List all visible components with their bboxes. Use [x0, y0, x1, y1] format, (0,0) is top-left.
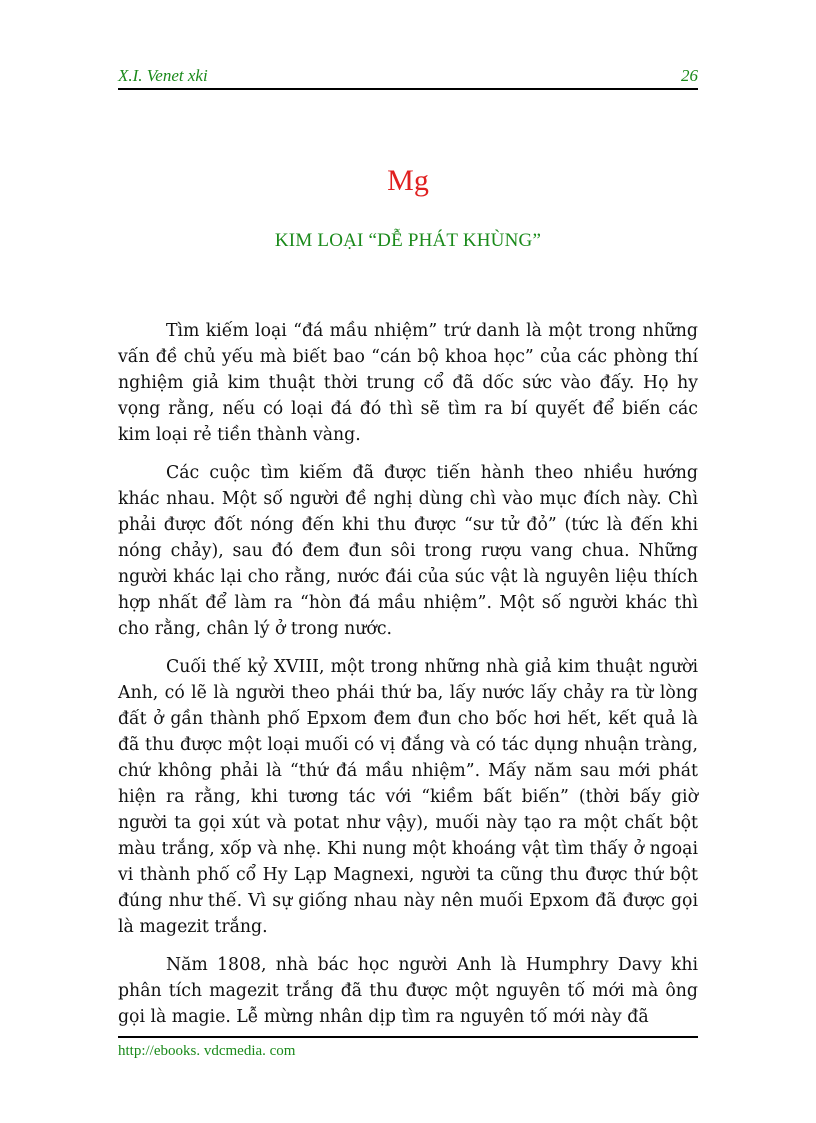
paragraph-4: Năm 1808, nhà bác học người Anh là Humphry Davy khi phân tích magezit trắng đã thu được một nguyên tố mới mà ông gọi là magie. Lễ mừng nhân dịp tìm ra nguyên tố mới này đã	[118, 955, 698, 1027]
running-header	[118, 62, 698, 86]
paragraph-1: Tìm kiếm loại “đá mầu nhiệm” trứ danh là một trong những vấn đề chủ yếu mà biết bao “cán bộ khoa học” của các phòng thí nghiệm giả kim thuật thời trung cổ đã dốc sức vào đấy. Họ hy vọng rằng, nếu có loại đá đó thì sẽ tìm ra bí quyết để biến các kim loại rẻ tiền thành vàng.	[118, 321, 698, 445]
paragraph-2: Các cuộc tìm kiếm đã được tiến hành theo nhiều hướng khác nhau. Một số người đề nghị dùng chì vào mục đích này. Chì phải được đốt nóng đến khi thu được “sư tử đỏ” (tức là đến khi nóng chảy), sau đó đem đun sôi trong rượu vang chua. Những người khác lại cho rằng, nước đái của súc vật là nguyên liệu thích hợp nhất để làm ra “hòn đá mầu nhiệm”. Một số người khác thì cho rằng, chân lý ở trong nước.	[118, 463, 698, 639]
chapter-title: KIM LOẠI “DỄ PHÁT KHÙNG”	[274, 230, 542, 251]
element-symbol: Mg	[387, 164, 429, 197]
footer-rule	[118, 1036, 698, 1038]
header-author: X.I. Venet xki	[118, 66, 208, 85]
header-rule	[118, 88, 698, 90]
body-text	[118, 318, 698, 1042]
header-page-number: 26	[681, 66, 698, 85]
paragraph-3: Cuối thế kỷ XVIII, một trong những nhà giả kim thuật người Anh, có lẽ là người theo phái thứ ba, lấy nước lấy chảy ra từ lòng đất ở gần thành phố Epxom đem đun cho bốc hơi hết, kết quả là đã thu được một loại muối có vị đắng và có tác dụng nhuận tràng, chứ không phải là “thứ đá mầu nhiệm”. Mấy năm sau mới phát hiện ra rằng, khi tương tác với “kiềm bất biến” (thời bấy giờ người ta gọi xút và potat như vậy), muối này tạo ra một chất bột màu trắng, xốp và nhẹ. Khi nung một khoáng vật tìm thấy ở ngoại vi thành phố cổ Hy Lạp Magnexi, người ta cũng thu được thứ bột đúng như thế. Vì sự giống nhau này nên muối Epxom đã được gọi là magezit trắng.	[118, 657, 698, 937]
footer-url[interactable]: http://ebooks. vdcmedia. com	[118, 1043, 296, 1059]
